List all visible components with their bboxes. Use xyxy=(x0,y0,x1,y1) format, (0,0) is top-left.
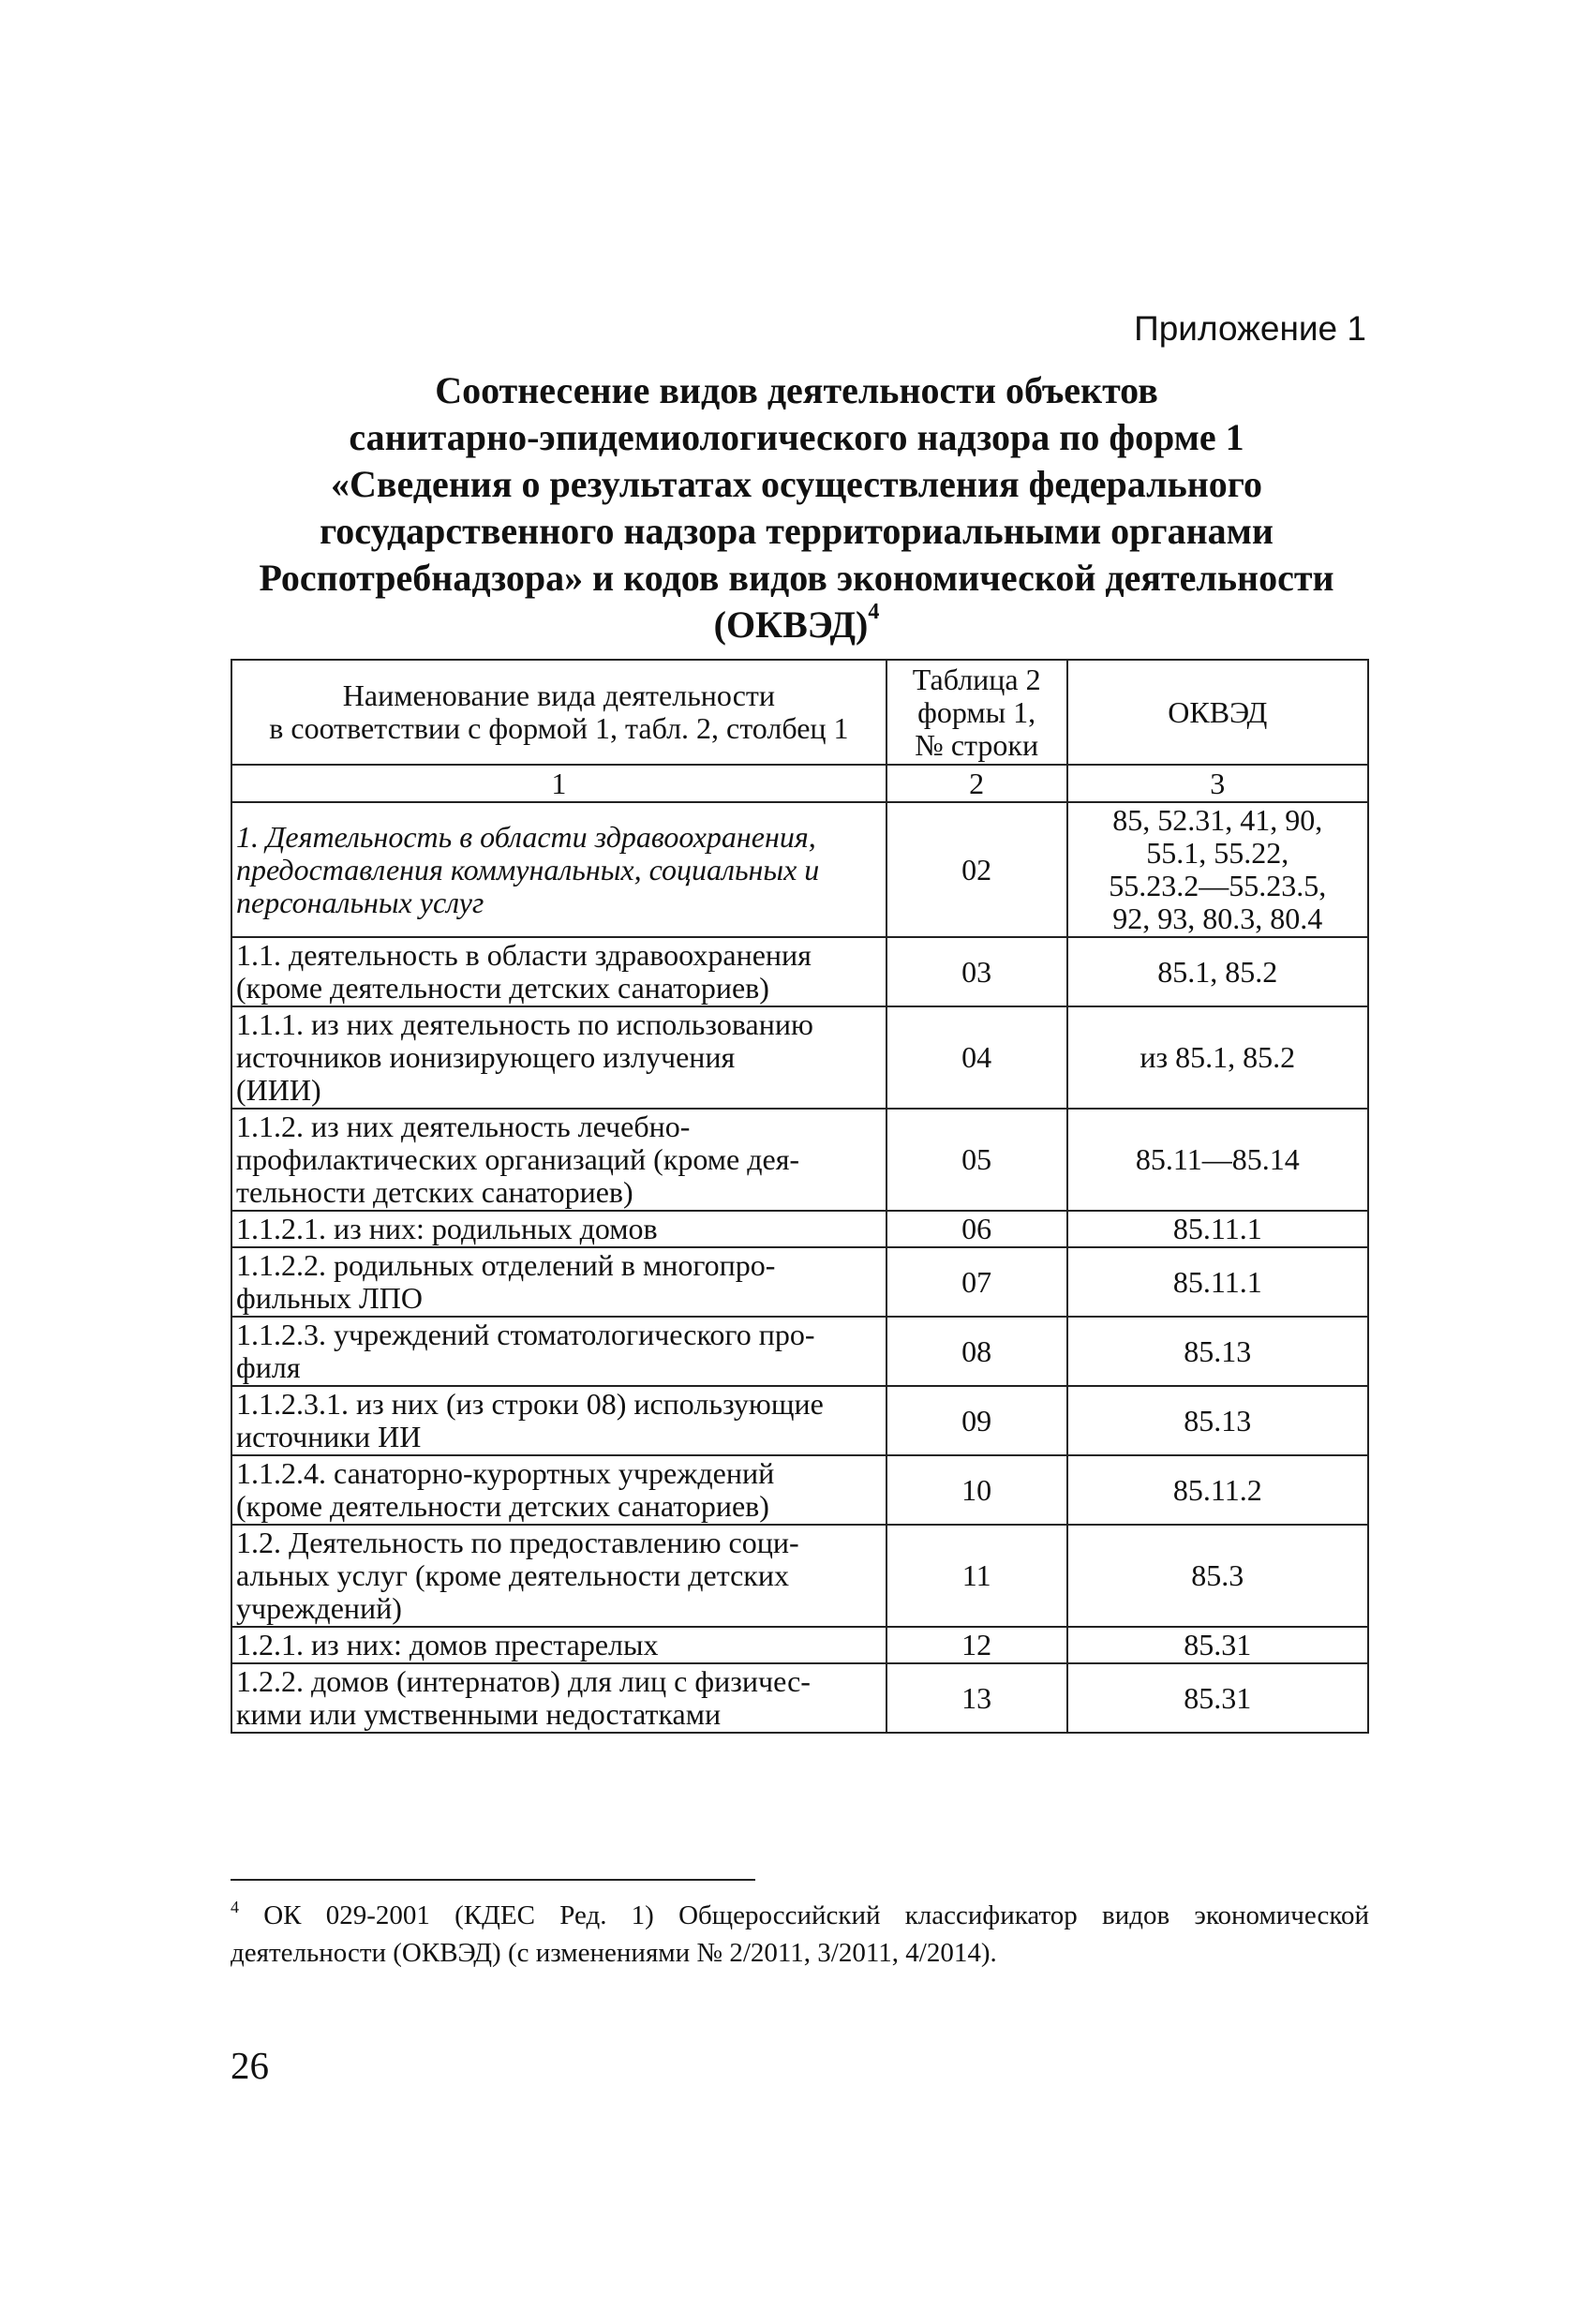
activity-name-cell: 1. Деятельность в области здравоохранения, предоставления коммунальных, социальных и персональных услуг xyxy=(231,802,886,937)
okved-code-cell: 85.3 xyxy=(1067,1525,1368,1627)
title-line: Соотнесение видов деятельности объектов xyxy=(435,369,1158,411)
header-okved: ОКВЭД xyxy=(1067,660,1368,765)
activity-name-cell: 1.1.2.3. учреждений стоматологического про- филя xyxy=(231,1317,886,1386)
header-row-number: Таблица 2 формы 1, № строки xyxy=(886,660,1067,765)
footnote-mark: 4 xyxy=(231,1898,239,1916)
activity-name-cell: 1.1.2.4. санаторно-курортных учреждений (кроме деятельности детских санаториев) xyxy=(231,1455,886,1525)
row-number-cell: 11 xyxy=(886,1525,1067,1627)
row-number-cell: 12 xyxy=(886,1627,1067,1663)
footnote-text: ОК 029-2001 (КДЕС Ред. 1) Общероссийский классификатор видов экономической деятельности (ОКВЭД) (с изменениями № 2/2011, 3/2011, 4/2014). xyxy=(231,1900,1369,1968)
document-title xyxy=(216,367,1378,648)
okved-code-cell: 85.13 xyxy=(1067,1386,1368,1455)
okved-code-cell: 85.11.1 xyxy=(1067,1211,1368,1247)
activity-name-cell: 1.2. Деятельность по предоставлению соци- альных услуг (кроме деятельности детских учреждений) xyxy=(231,1525,886,1627)
row-number-cell: 10 xyxy=(886,1455,1067,1525)
table-row xyxy=(231,802,1368,937)
title-line: Роспотребнадзора» и кодов видов экономической деятельности xyxy=(259,557,1334,599)
okved-code-cell: 85.31 xyxy=(1067,1627,1368,1663)
header-activity-name: Наименование вида деятельности в соответствии с формой 1, табл. 2, столбец 1 xyxy=(231,660,886,765)
table-row xyxy=(231,1247,1368,1317)
table-row xyxy=(231,1006,1368,1109)
title-line: (ОКВЭД) xyxy=(713,603,869,646)
okved-code-cell: 85.31 xyxy=(1067,1663,1368,1733)
okved-code-cell: 85.11—85.14 xyxy=(1067,1109,1368,1211)
activity-name-cell: 1.1.2.3.1. из них (из строки 08) использующие источники ИИ xyxy=(231,1386,886,1455)
okved-code-cell: 85.11.1 xyxy=(1067,1247,1368,1317)
okved-code-cell: 85.1, 85.2 xyxy=(1067,937,1368,1006)
table-row xyxy=(231,1109,1368,1211)
column-number: 2 xyxy=(886,765,1067,802)
row-number-cell: 05 xyxy=(886,1109,1067,1211)
activity-name-cell: 1.2.1. из них: домов престарелых xyxy=(231,1627,886,1663)
okved-code-cell: 85.13 xyxy=(1067,1317,1368,1386)
row-number-cell: 04 xyxy=(886,1006,1067,1109)
activity-name-cell: 1.1.2.2. родильных отделений в многопро- фильных ЛПО xyxy=(231,1247,886,1317)
activity-okved-table xyxy=(231,659,1369,1734)
title-line: санитарно-эпидемиологического надзора по форме 1 xyxy=(349,416,1244,458)
row-number-cell: 06 xyxy=(886,1211,1067,1247)
row-number-cell: 09 xyxy=(886,1386,1067,1455)
activity-name-cell: 1.1.1. из них деятельность по использованию источников ионизирующего излучения (ИИИ) xyxy=(231,1006,886,1109)
okved-code-cell: из 85.1, 85.2 xyxy=(1067,1006,1368,1109)
table-row xyxy=(231,1627,1368,1663)
footnote-divider xyxy=(231,1879,755,1881)
title-line: государственного надзора территориальными органами xyxy=(320,510,1274,552)
appendix-label: Приложение 1 xyxy=(1134,309,1366,348)
table-row xyxy=(231,1525,1368,1627)
title-footnote-mark: 4 xyxy=(868,600,880,624)
table-header-row xyxy=(231,660,1368,765)
row-number-cell: 02 xyxy=(886,802,1067,937)
activity-name-cell: 1.1.2.1. из них: родильных домов xyxy=(231,1211,886,1247)
table-row xyxy=(231,1211,1368,1247)
table-row xyxy=(231,1386,1368,1455)
table-row xyxy=(231,1663,1368,1733)
column-number-row xyxy=(231,765,1368,802)
okved-code-cell: 85, 52.31, 41, 90, 55.1, 55.22, 55.23.2—55.23.5, 92, 93, 80.3, 80.4 xyxy=(1067,802,1368,937)
row-number-cell: 03 xyxy=(886,937,1067,1006)
table-row xyxy=(231,1455,1368,1525)
title-line: «Сведения о результатах осуществления федерального xyxy=(331,463,1262,505)
row-number-cell: 08 xyxy=(886,1317,1067,1386)
row-number-cell: 13 xyxy=(886,1663,1067,1733)
activity-name-cell: 1.1.2. из них деятельность лечебно- профилактических организаций (кроме дея- тельности детских санаториев) xyxy=(231,1109,886,1211)
activity-name-cell: 1.2.2. домов (интернатов) для лиц с физичес- кими или умственными недостатками xyxy=(231,1663,886,1733)
footnote xyxy=(231,1897,1369,1972)
okved-code-cell: 85.11.2 xyxy=(1067,1455,1368,1525)
page-number: 26 xyxy=(231,2044,269,2087)
column-number: 1 xyxy=(231,765,886,802)
activity-name-cell: 1.1. деятельность в области здравоохранения (кроме деятельности детских санаториев) xyxy=(231,937,886,1006)
row-number-cell: 07 xyxy=(886,1247,1067,1317)
column-number: 3 xyxy=(1067,765,1368,802)
table-row xyxy=(231,937,1368,1006)
table-row xyxy=(231,1317,1368,1386)
